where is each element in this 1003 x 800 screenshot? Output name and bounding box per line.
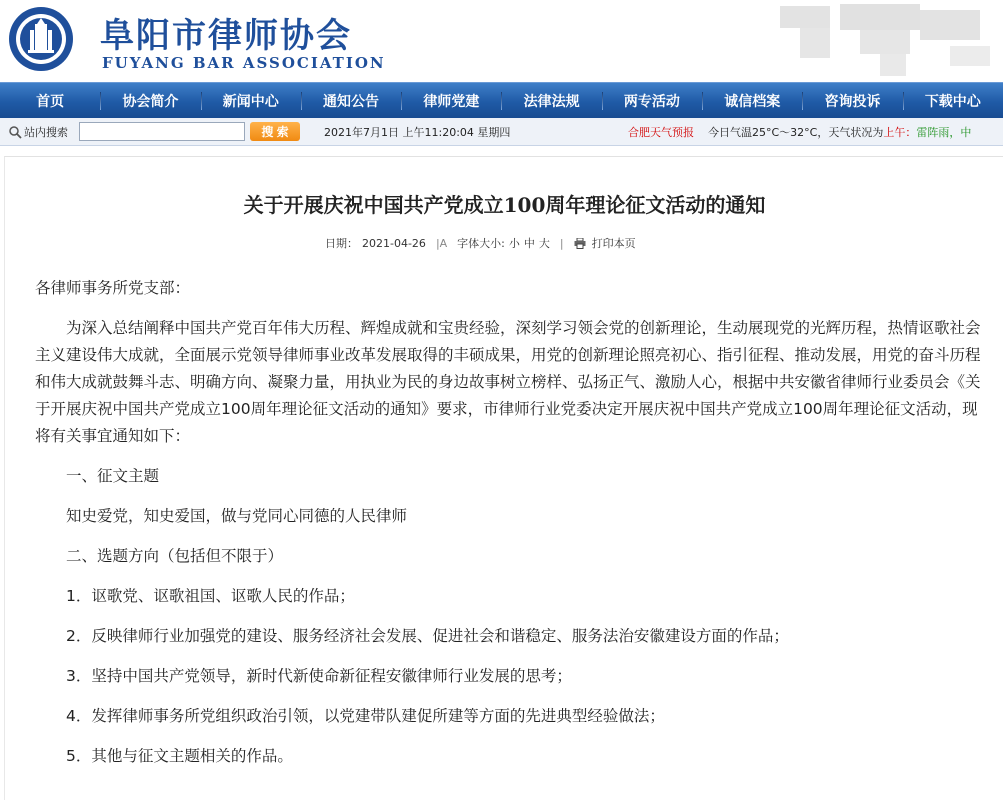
meta-divider: |: [559, 236, 564, 250]
search-icon: [8, 125, 22, 139]
nav-item-notices[interactable]: 通知公告: [301, 83, 401, 118]
nav-item-laws[interactable]: 法律法规: [501, 83, 601, 118]
search-button[interactable]: 搜 索: [250, 122, 300, 141]
section-heading: 二、选题方向（包括但不限于）: [66, 547, 284, 565]
paragraph: 知史爱党，知史爱国，做与党同心同德的人民律师: [66, 507, 408, 525]
font-size-large[interactable]: 大: [538, 237, 550, 250]
site-header: [0, 0, 1003, 82]
meta-divider: |A: [435, 236, 448, 250]
list-item: 5．其他与征文主题相关的作品。: [66, 747, 293, 765]
search-label: 站内搜索: [24, 126, 68, 139]
nav-item-home[interactable]: 首页: [36, 93, 65, 110]
date-label: 日期：: [325, 237, 358, 250]
list-item: 3．坚持中国共产党领导，新时代新使命新征程安徽律师行业发展的思考；: [66, 667, 572, 685]
nav-item-integrity[interactable]: 诚信档案: [702, 83, 802, 118]
section-heading: 一、征文主题: [66, 467, 160, 485]
nav-item-activities[interactable]: 两专活动: [602, 83, 702, 118]
association-logo: [8, 6, 74, 72]
site-title: 阜阳市律师协会: [100, 16, 352, 56]
weather-condition: 雷阵雨，中: [916, 126, 972, 139]
nav-item-news[interactable]: 新闻中心: [201, 83, 301, 118]
list-item: 1．讴歌党、讴歌祖国、讴歌人民的作品；: [66, 587, 355, 605]
article-salutation: 各律师事务所党支部：: [35, 279, 191, 297]
nav-item-about[interactable]: 协会简介: [100, 83, 200, 118]
article-date: 2021-04-26: [362, 236, 426, 250]
list-item: 2．反映律师行业加强党的建设、服务经济社会发展、促进社会和谐稳定、服务法治安徽建设方面的作品；: [66, 627, 789, 645]
current-datetime: 2021年7月1日 上午11:20:04 星期四: [324, 126, 511, 139]
print-icon: [574, 238, 586, 249]
site-subtitle: FUYANG BAR ASSOCIATION: [102, 54, 386, 72]
article-intro: 为深入总结阐释中国共产党百年伟大历程、辉煌成就和宝贵经验，深刻学习领会党的创新理论，生动展现党的光辉历程，热情讴歌社会主义建设伟大成就，全面展示党领导律师事业改革发展取得的丰硕成果，用党的创新理论照亮初心、指引征程、推动发展，用党的奋斗历程和伟大成就鼓舞斗志、明确方向、凝聚力量，用执业为民的身边故事树立榜样、弘扬正气、激励人心，根据中共安徽省律师行业委员会《关于开展庆祝中国共产党成立100周年理论征文活动的通知》要求，市律师行业党委决定开展庆祝中国共产党成立100周年理论征文活动，现将有关事宜通知如下：: [35, 319, 981, 445]
article-container: [4, 156, 1003, 800]
font-size-medium[interactable]: 中: [523, 237, 535, 250]
search-bar: [0, 118, 1003, 146]
world-map-graphic: [760, 0, 1003, 82]
list-item: 4．发挥律师事务所党组织政治引领，以党建带队建促所建等方面的先进典型经验做法；: [66, 707, 665, 725]
nav-item-downloads[interactable]: 下载中心: [903, 83, 1003, 118]
article-title: 关于开展庆祝中国共产党成立100周年理论征文活动的通知: [243, 193, 766, 217]
nav-item-complaints[interactable]: 咨询投诉: [802, 83, 902, 118]
weather-forecast-link[interactable]: 合肥天气预报: [628, 126, 694, 139]
search-input[interactable]: [79, 122, 245, 141]
weather-highlight: 上午：: [883, 126, 917, 139]
weather-text: [708, 124, 971, 140]
nav-item-party[interactable]: 律师党建: [401, 83, 501, 118]
article-meta: [325, 235, 636, 251]
font-size-label: 字体大小:: [457, 237, 505, 250]
weather-prefix: 今日气温25°C～32°C，天气状况为: [708, 126, 884, 139]
print-page-link[interactable]: 打印本页: [591, 237, 636, 250]
main-nav: [0, 82, 1003, 118]
font-size-small[interactable]: 小: [508, 237, 520, 250]
article-body: [35, 275, 981, 770]
